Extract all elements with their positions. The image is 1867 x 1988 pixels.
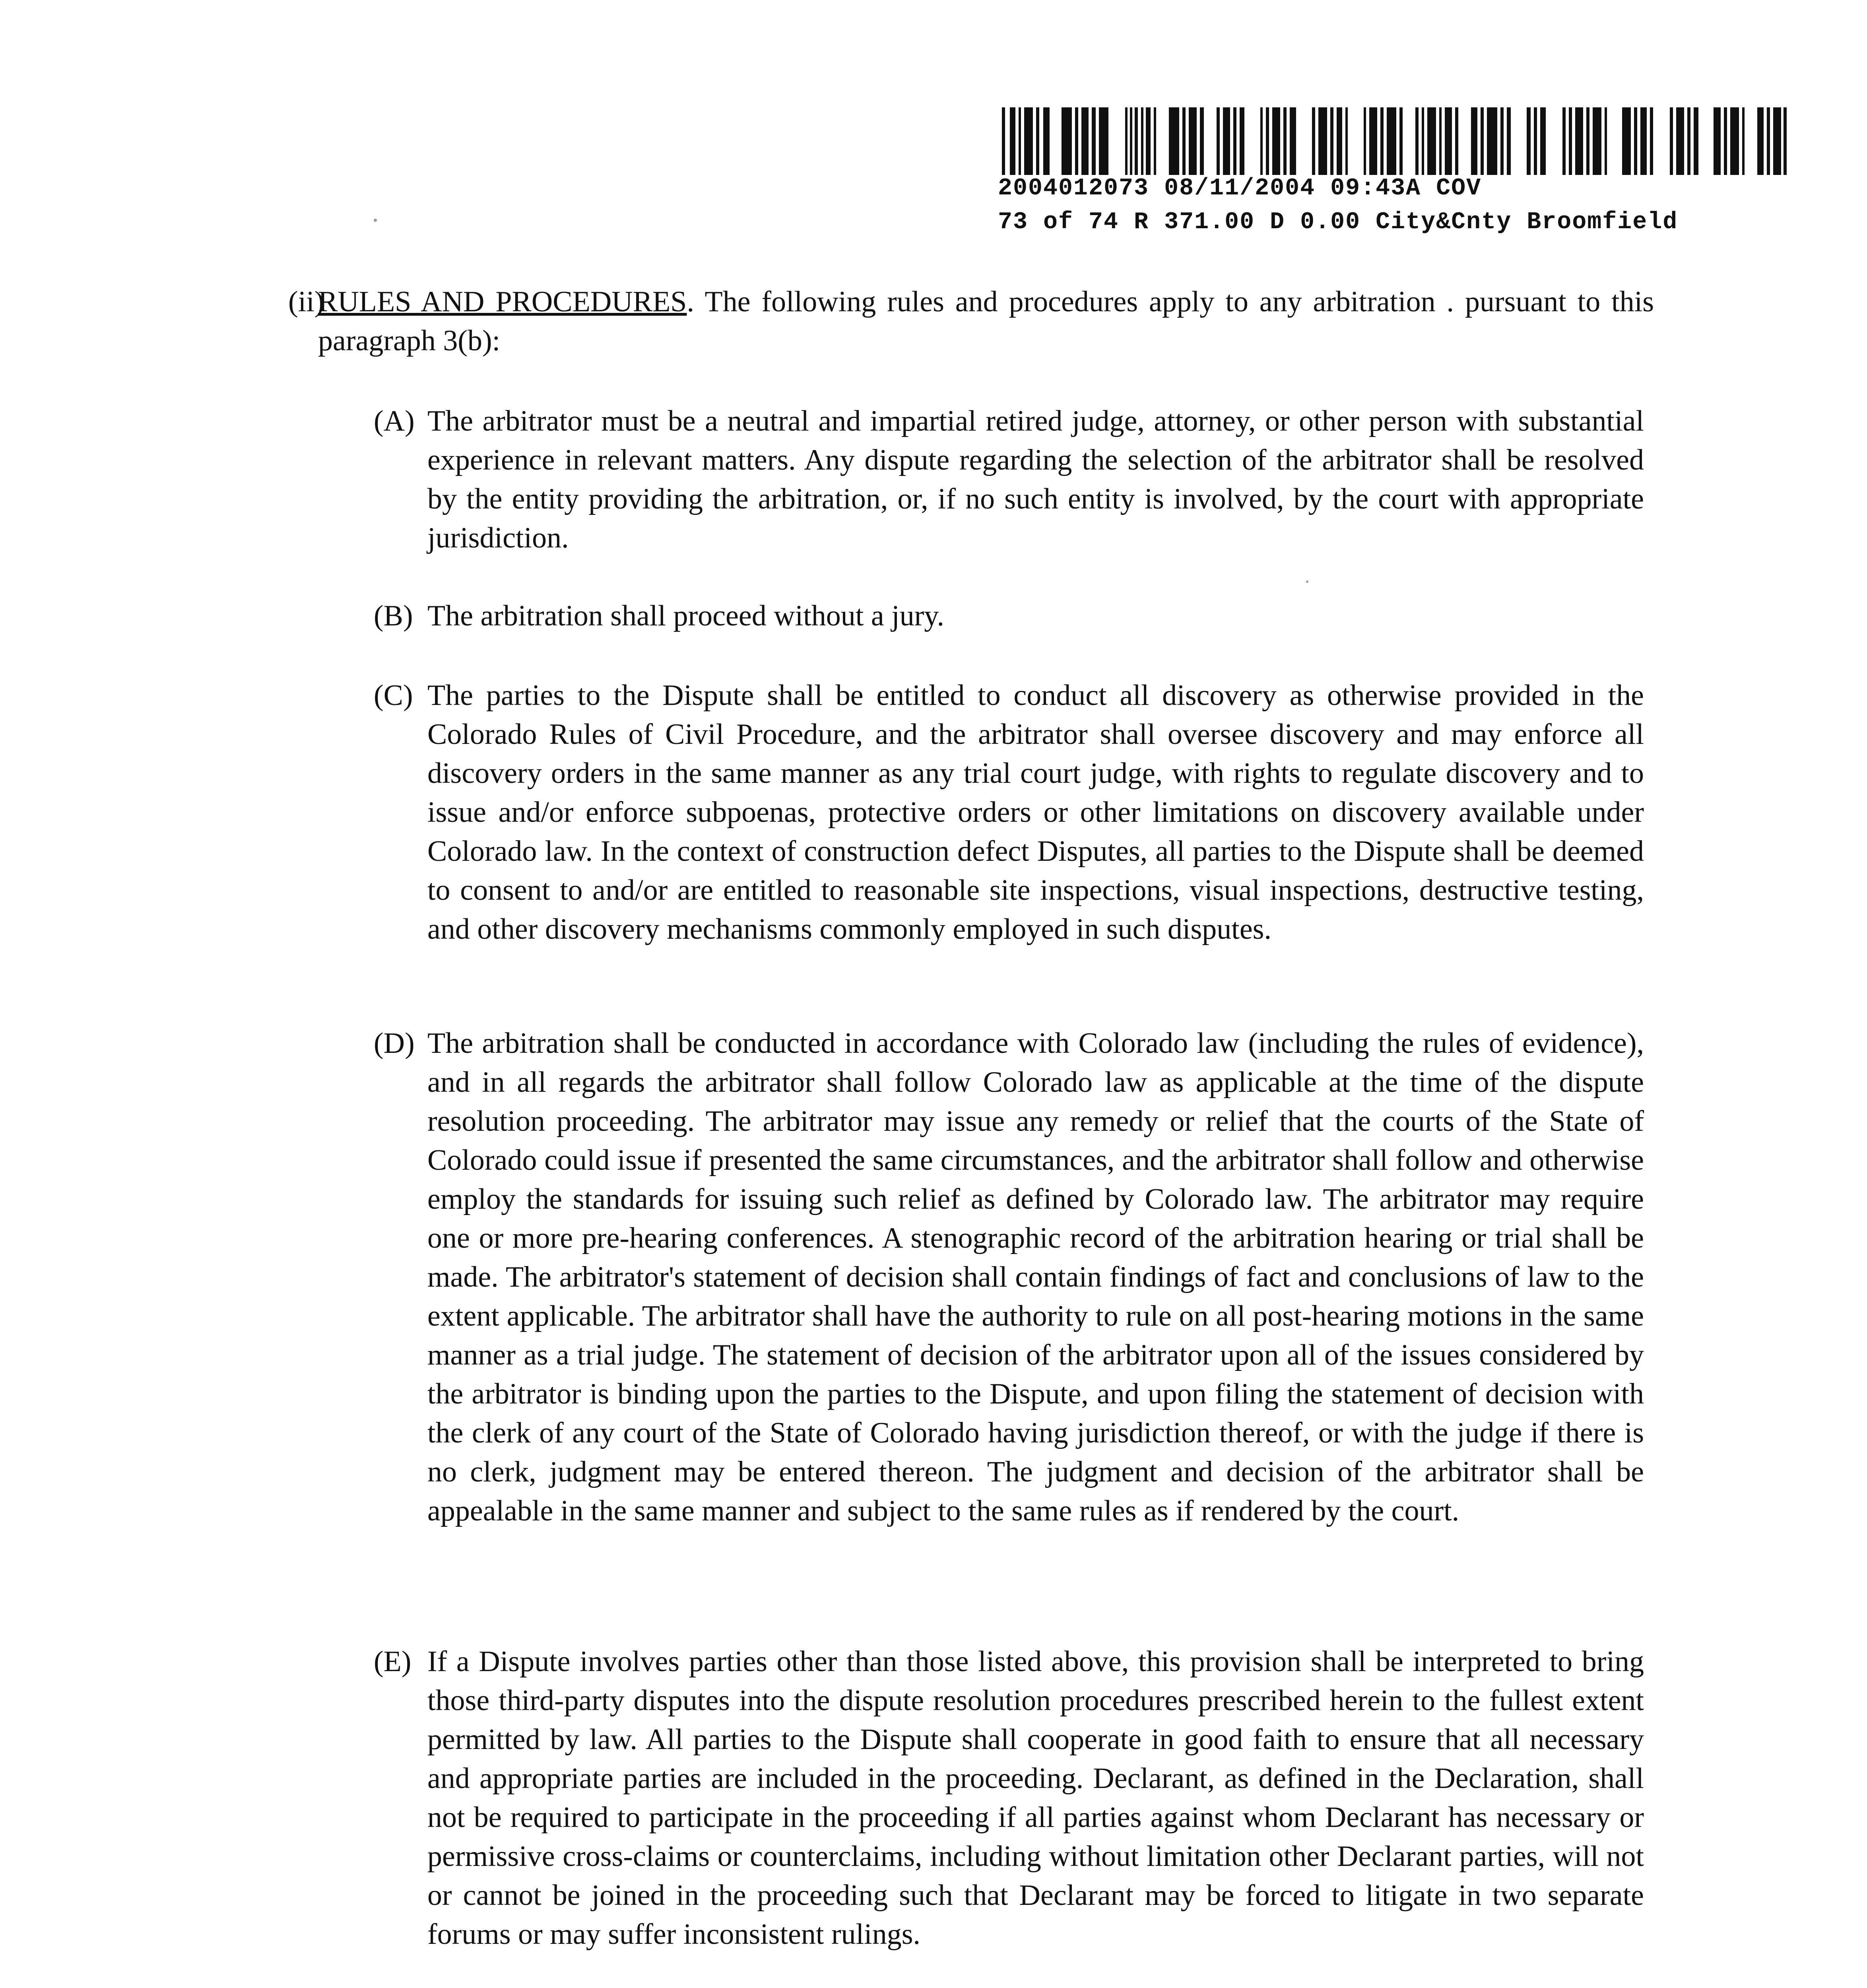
clause-text: The arbitration shall proceed without a jury.: [427, 600, 945, 632]
clause-text: The arbitration shall be conducted in accordance with Colorado law (including the rules of evidence), and in all regards the arbitrator shall follow Colorado law as applicable at the time of the dispute resolution proceeding. The arbitrator may issue any remedy or relief that the courts of the State of Colorado could issue if presented the same circumstances, and the arbitrator shall follow and otherwise employ the standards for issuing such relief as defined by Colorado law. The arbitrator may require one or more pre-hearing conferences. A stenographic record of the arbitration hearing or trial shall be made. The arbitrator's statement of decision shall contain findings of fact and conclusions of law to the extent applicable. The arbitrator shall have the authority to rule on all post-hearing motions in the same manner as a trial judge. The statement of decision of the arbitrator upon all of the issues considered by the arbitrator is binding upon the parties to the Dispute, and upon filing the statement of decision with the clerk of any court of the State of Colorado having jurisdiction thereof, or with the judge if there is no clerk, judgment may be entered thereon. The judgment and decision of the arbitrator shall be appealable in the same manner and subject to the same rules as if rendered by the court.: [427, 1027, 1644, 1527]
clause-label: (A): [374, 405, 415, 437]
section-intro: [288, 282, 1654, 360]
scan-speck: [1306, 580, 1308, 583]
clause-c: [374, 676, 1644, 949]
clause-label: (B): [374, 600, 413, 632]
clause-label: (E): [374, 1645, 411, 1678]
recording-stamp-line2: 73 of 74 R 371.00 D 0.00 City&Cnty Broomfield: [998, 209, 1678, 236]
scan-speck: [374, 219, 377, 222]
clause-a: [374, 402, 1644, 557]
clause-e: [374, 1642, 1644, 1954]
clause-label: (D): [374, 1027, 415, 1060]
section-intro-text: . The following rules and procedures apply to any arbitration . pursuant to this paragraph 3(b):: [318, 285, 1654, 357]
section-heading: RULES AND PROCEDURES: [318, 285, 687, 318]
clause-text: If a Dispute involves parties other than those listed above, this provision shall be interpreted to bring those third-party disputes into the dispute resolution procedures prescribed herein to the fullest extent permitted by law. All parties to the Dispute shall cooperate in good faith to ensure that all necessary and appropriate parties are included in the proceeding. Declarant, as defined in the Declaration, shall not be required to participate in the proceeding if all parties against whom Declarant has necessary or permissive cross-claims or counterclaims, including without limitation other Declarant parties, will not or cannot be joined in the proceeding such that Declarant may be forced to litigate in two separate forums or may suffer inconsistent rulings.: [427, 1645, 1644, 1951]
barcode-icon: [1002, 107, 1789, 175]
clause-label: (C): [374, 679, 413, 712]
clause-d: [374, 1024, 1644, 1530]
recording-stamp-line1: 2004012073 08/11/2004 09:43A COV: [998, 175, 1482, 202]
section-number: (ii): [288, 285, 324, 318]
clause-text: The parties to the Dispute shall be entitled to conduct all discovery as otherwise provided in the Colorado Rules of Civil Procedure, and the arbitrator shall oversee discovery and may enforce all discovery orders in the same manner as any trial court judge, with rights to regulate discovery and to issue and/or enforce subpoenas, protective orders or other limitations on discovery available under Colorado law. In the context of construction defect Disputes, all parties to the Dispute shall be deemed to consent to and/or are entitled to reasonable site inspections, visual inspections, destructive testing, and other discovery mechanisms commonly employed in such disputes.: [427, 679, 1644, 945]
clause-text: The arbitrator must be a neutral and impartial retired judge, attorney, or other person with substantial experience in relevant matters. Any dispute regarding the selection of the arbitrator shall be resolved by the entity providing the arbitration, or, if no such entity is involved, by the court with appropriate jurisdiction.: [427, 405, 1644, 554]
clause-b: [374, 596, 1644, 635]
